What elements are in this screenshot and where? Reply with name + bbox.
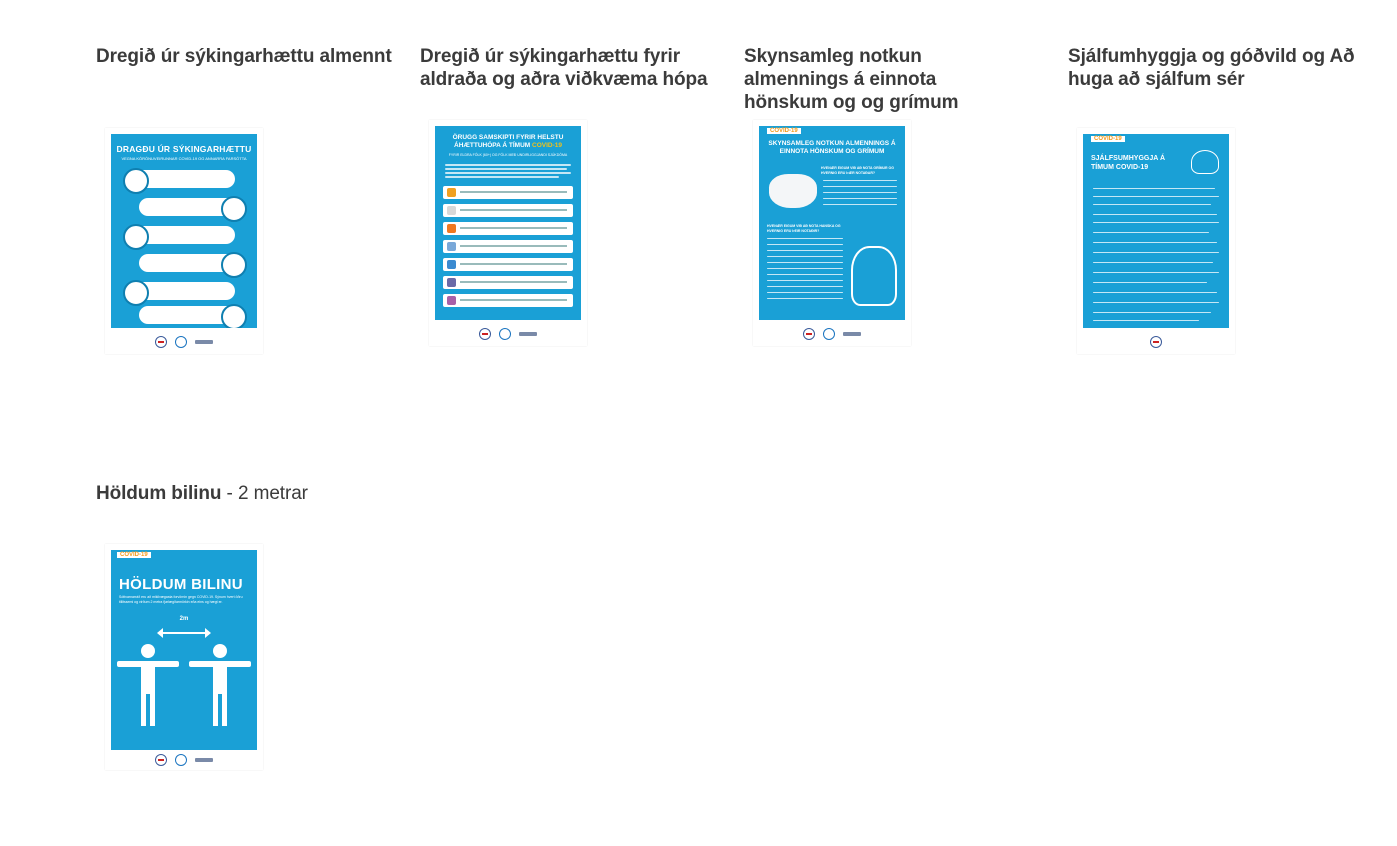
card-title: Dregið úr sýkingarhættu almennt — [96, 46, 392, 67]
poster-thumbnail[interactable] — [1077, 128, 1235, 354]
person-icon — [209, 644, 231, 734]
poster-heading: SKYNSAMLEG NOTKUN ALMENNINGS Á EINNOTA HÖNSKUM OG GRÍMUM — [768, 140, 896, 155]
poster-heading: DRAGÐU ÚR SÝKINGARHÆTTU — [116, 144, 252, 154]
poster-heading: HÖLDUM BILINU — [119, 576, 243, 593]
card-title: Skynsamleg notkun almennings á einnota hönskum og og grímum — [744, 46, 959, 113]
gloves-icon — [851, 246, 897, 306]
poster-heading: ÖRUGG SAMSKIPTI FYRIR HELSTU ÁHÆTTUHÓPA Á TÍMUM COVID-19 — [452, 134, 564, 149]
poster-subheading: VEGNA KÓRÓNUVEIRUNNAR COVID-19 OG ANNARRA FARSÓTTA — [121, 156, 247, 161]
poster-subheading: FYRIR ELDRA FÓLK (60+) OG FÓLK MEÐ UNDIRLIGGJANDI SJÚKDÓMA — [448, 153, 568, 157]
poster-thumbnail[interactable] — [105, 544, 263, 770]
handwash-icon — [123, 168, 149, 194]
card-title: Sjálfumhyggja og góðvild og Að huga að sjálfum sér — [1068, 46, 1355, 90]
poster-footer-logos — [105, 330, 263, 354]
person-icon — [137, 644, 159, 734]
covid-tag: COVID-19 — [767, 128, 801, 134]
red-cross-logo-icon — [155, 754, 167, 766]
red-cross-logo-icon — [1150, 336, 1162, 348]
who-logo-icon — [499, 328, 511, 340]
poster-section-masks: HVENÆR EIGUM VIÐ AÐ NOTA GRÍMUR OG HVERNIG ERU ÞÆR NOTAÐAR? — [821, 166, 894, 175]
covid-tag: COVID-19 — [1091, 136, 1125, 142]
cough-icon — [221, 196, 247, 222]
face-mask-icon — [769, 174, 817, 208]
handshake-icon — [221, 304, 247, 328]
who-logo-icon — [175, 754, 187, 766]
poster-thumbnail[interactable] — [105, 128, 263, 354]
distance-icon — [123, 224, 149, 250]
red-cross-logo-icon — [155, 336, 167, 348]
distance-arrow-icon — [159, 632, 209, 634]
poster-heading: SJÁLFSUMHYGGJA Á TÍMUM COVID-19 — [1091, 155, 1166, 171]
heart-hands-icon — [1191, 150, 1219, 174]
who-logo-icon — [823, 328, 835, 340]
poster-thumbnail[interactable] — [429, 120, 587, 346]
distance-label: 2m — [179, 616, 189, 622]
poster-body: Sóttvarnarráð eru að mikilvægasta forvörnin gegn COVID-19. Sýnum hvert öðru tillitssemi og virðum 2 metra fjarlægðarmörkin eða eins og hægt er. — [119, 595, 243, 604]
poster-footer-logos — [429, 322, 587, 346]
covid-tag: COVID-19 — [117, 552, 151, 558]
poster-footer-logos — [1077, 330, 1235, 354]
red-cross-logo-icon — [479, 328, 491, 340]
poster-footer-logos — [753, 322, 911, 346]
card-title: Höldum bilinu - 2 metrar — [96, 483, 308, 504]
poster-footer-logos — [105, 750, 263, 770]
card-title: Dregið úr sýkingarhættu fyrir aldraða og aðra viðkvæma hópa — [420, 46, 708, 90]
poster-thumbnail[interactable] — [753, 120, 911, 346]
red-cross-logo-icon — [803, 328, 815, 340]
eye-icon — [221, 252, 247, 278]
poster-section-gloves: HVENÆR EIGUM VIÐ AÐ NOTA HANSKA OG HVERNIG ERU ÞEIR NOTAÐIR? — [767, 224, 841, 233]
touch-surface-icon — [123, 280, 149, 306]
who-logo-icon — [175, 336, 187, 348]
